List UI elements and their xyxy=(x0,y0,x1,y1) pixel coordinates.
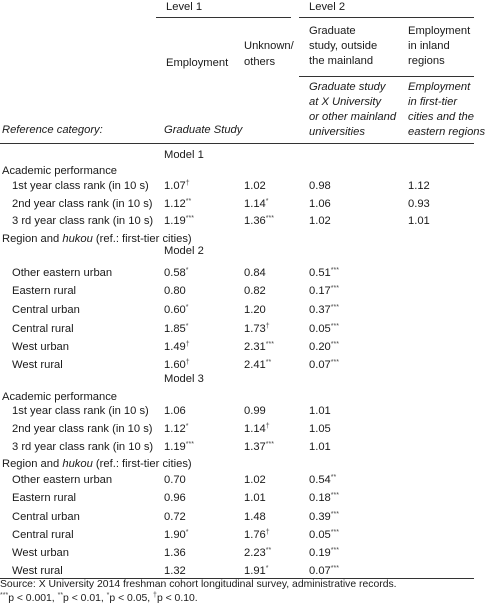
cell-employment xyxy=(164,473,186,487)
cell-employment xyxy=(164,546,186,560)
sig-text: p < 0.05, xyxy=(109,593,154,604)
sig-marker: ** xyxy=(265,359,272,366)
cell-unknown xyxy=(244,197,269,211)
row-label: Central urban xyxy=(12,511,80,523)
sig-marker: *** xyxy=(330,511,339,518)
cell-employment xyxy=(164,266,189,280)
cell-employment xyxy=(164,404,186,418)
section-text: (ref.: first-tier cities) xyxy=(92,233,192,245)
sig-marker: * xyxy=(106,592,110,599)
value: 1.06 xyxy=(164,405,186,417)
cell-employment xyxy=(164,197,191,211)
row-label: Other eastern urban xyxy=(12,267,113,279)
cell-grad-outside xyxy=(309,473,336,487)
value: 1.05 xyxy=(309,423,331,435)
model3-title: Model 3 xyxy=(164,373,204,385)
row-label: West urban xyxy=(12,341,70,353)
cell-unknown xyxy=(244,473,266,487)
sig-marker: *** xyxy=(330,267,339,274)
ref-xu-4: universities xyxy=(309,126,365,138)
sig-marker: *** xyxy=(330,304,339,311)
cell-grad-outside xyxy=(309,303,339,317)
value: 0.17 xyxy=(309,285,331,297)
value: 1.01 xyxy=(244,492,266,504)
cell-employment xyxy=(164,528,189,542)
cell-inland: 0.93 xyxy=(408,198,430,210)
row-label: Other eastern urban xyxy=(12,474,113,486)
cell-grad-outside xyxy=(309,440,331,454)
col-unknown-header-2: others xyxy=(244,56,276,68)
cell-unknown xyxy=(244,422,270,436)
level2-rule xyxy=(299,17,474,18)
value: 1.02 xyxy=(244,474,266,486)
cell-unknown xyxy=(244,303,266,317)
value: 1.49 xyxy=(164,341,186,353)
row-label: West urban xyxy=(12,547,70,559)
row-label: Eastern rural xyxy=(12,285,77,297)
cell-employment xyxy=(164,179,190,193)
sig-marker: † xyxy=(265,423,270,430)
cell-grad-outside xyxy=(309,528,339,542)
cell-grad-outside xyxy=(309,179,331,193)
section-hukou: hukou xyxy=(62,458,93,470)
value: 1.01 xyxy=(309,441,331,453)
sig-marker: * xyxy=(185,323,189,330)
row-label: 1st year class rank (in 10 s) xyxy=(12,180,149,192)
ref-grad-study: Graduate Study xyxy=(164,124,243,136)
row-label: Central rural xyxy=(12,323,74,335)
value: 1.02 xyxy=(244,180,266,192)
sig-text: p < 0.001, xyxy=(8,593,58,604)
sig-marker: ** xyxy=(185,198,192,205)
cell-grad-outside xyxy=(309,491,339,505)
cell-unknown xyxy=(244,546,271,560)
cell-employment xyxy=(164,358,190,372)
sig-marker: *** xyxy=(330,323,339,330)
sig-marker: * xyxy=(185,267,189,274)
sig-marker: ** xyxy=(265,547,272,554)
cell-grad-outside xyxy=(309,214,331,228)
value: 1.73 xyxy=(244,323,266,335)
cell-grad-outside xyxy=(309,340,339,354)
sig-marker: *** xyxy=(265,441,274,448)
sig-marker: ** xyxy=(330,474,337,481)
value: 0.05 xyxy=(309,323,331,335)
model2-title: Model 2 xyxy=(164,245,204,257)
value: 1.19 xyxy=(164,215,186,227)
value: 0.39 xyxy=(309,511,331,523)
cell-unknown xyxy=(244,564,269,578)
section-hukou: hukou xyxy=(62,233,93,245)
col-grad-header-2: study, outside xyxy=(309,40,378,52)
row-label: 2nd year class rank (in 10 s) xyxy=(12,198,153,210)
cell-grad-outside xyxy=(309,422,331,436)
sig-marker: † xyxy=(185,359,190,366)
value: 0.60 xyxy=(164,304,186,316)
source-note: Source: X University 2014 freshman cohort longitudinal survey, administrative records. xyxy=(0,579,397,590)
row-label: 3 rd year class rank (in 10 s) xyxy=(12,215,154,227)
row-label: Central rural xyxy=(12,529,74,541)
cell-employment xyxy=(164,440,194,454)
value: 0.18 xyxy=(309,492,331,504)
value: 1.36 xyxy=(164,547,186,559)
model3-section-region xyxy=(2,457,192,471)
cell-employment xyxy=(164,322,189,336)
col-inland-header-3: regions xyxy=(408,55,445,67)
sig-marker: † xyxy=(185,180,190,187)
sig-text: p < 0.10. xyxy=(156,593,198,604)
col-grad-header-1: Graduate xyxy=(309,25,356,37)
cell-unknown xyxy=(244,491,266,505)
value: 1.48 xyxy=(244,511,266,523)
sig-marker: † xyxy=(265,529,270,536)
row-label: 1st year class rank (in 10 s) xyxy=(12,405,149,417)
cell-employment xyxy=(164,564,186,578)
sig-marker: † xyxy=(153,592,157,599)
value: 0.54 xyxy=(309,474,331,486)
value: 1.12 xyxy=(164,198,186,210)
row-label: 3 rd year class rank (in 10 s) xyxy=(12,441,154,453)
cell-unknown xyxy=(244,340,274,354)
cell-unknown xyxy=(244,322,270,336)
header-bottom-rule xyxy=(0,143,474,144)
cell-grad-outside xyxy=(309,546,339,560)
row-label: Eastern rural xyxy=(12,492,77,504)
sig-marker: *** xyxy=(330,547,339,554)
value: 1.90 xyxy=(164,529,186,541)
section-text: Region and xyxy=(2,458,63,470)
sig-marker: * xyxy=(185,304,189,311)
value: 0.80 xyxy=(164,285,186,297)
cell-employment xyxy=(164,214,194,228)
significance-note xyxy=(0,592,198,606)
col-grad-header-3: the mainland xyxy=(309,55,374,67)
value: 0.84 xyxy=(244,267,266,279)
cell-unknown xyxy=(244,440,274,454)
sig-marker: * xyxy=(265,565,269,572)
sig-marker: *** xyxy=(330,529,339,536)
sig-marker: *** xyxy=(330,285,339,292)
value: 0.07 xyxy=(309,359,331,371)
sig-marker: ** xyxy=(57,592,64,599)
cell-unknown xyxy=(244,404,266,418)
ref-emp-4: eastern regions xyxy=(408,126,485,138)
cell-unknown xyxy=(244,528,270,542)
sig-marker: † xyxy=(265,323,270,330)
model1-section-academic: Academic performance xyxy=(2,165,118,177)
sig-marker: *** xyxy=(0,592,9,599)
value: 0.05 xyxy=(309,529,331,541)
value: 1.32 xyxy=(164,565,186,577)
value: 2.31 xyxy=(244,341,266,353)
value: 1.85 xyxy=(164,323,186,335)
value: 1.14 xyxy=(244,198,266,210)
level1-rule xyxy=(156,17,291,18)
sig-marker: *** xyxy=(330,359,339,366)
value: 2.23 xyxy=(244,547,266,559)
value: 1.76 xyxy=(244,529,266,541)
reference-category-label: Reference category: xyxy=(2,124,103,136)
value: 0.07 xyxy=(309,565,331,577)
value: 1.12 xyxy=(164,423,186,435)
value: 0.19 xyxy=(309,547,331,559)
value: 1.14 xyxy=(244,423,266,435)
col-employment-header: Employment xyxy=(166,57,229,69)
value: 0.37 xyxy=(309,304,331,316)
cell-grad-outside xyxy=(309,266,339,280)
value: 1.91 xyxy=(244,565,266,577)
ref-emp-1: Employment xyxy=(408,81,471,93)
cell-grad-outside xyxy=(309,358,339,372)
value: 0.51 xyxy=(309,267,331,279)
value: 1.07 xyxy=(164,180,186,192)
ref-emp-3: cities and the xyxy=(408,111,474,123)
value: 0.98 xyxy=(309,180,331,192)
sig-marker: *** xyxy=(330,341,339,348)
cell-inland: 1.12 xyxy=(408,180,430,192)
value: 0.58 xyxy=(164,267,186,279)
value: 0.72 xyxy=(164,511,186,523)
model1-title: Model 1 xyxy=(164,149,204,161)
row-label: Central urban xyxy=(12,304,80,316)
value: 0.70 xyxy=(164,474,186,486)
cell-grad-outside xyxy=(309,284,339,298)
value: 0.96 xyxy=(164,492,186,504)
cell-unknown xyxy=(244,284,266,298)
sig-marker: *** xyxy=(265,341,274,348)
col-inland-header-2: in inland xyxy=(408,40,450,52)
cell-unknown xyxy=(244,214,274,228)
model3-section-academic: Academic performance xyxy=(2,391,118,403)
cell-grad-outside xyxy=(309,322,339,336)
cell-unknown xyxy=(244,266,266,280)
value: 2.41 xyxy=(244,359,266,371)
value: 1.60 xyxy=(164,359,186,371)
cell-employment xyxy=(164,284,186,298)
cell-employment xyxy=(164,422,189,436)
ref-xu-2: at X University xyxy=(309,96,382,108)
cell-inland: 1.01 xyxy=(408,215,430,227)
sig-marker: *** xyxy=(185,215,194,222)
col-unknown-header-1: Unknown/ xyxy=(244,40,294,52)
sig-marker: *** xyxy=(330,565,339,572)
cell-grad-outside xyxy=(309,197,331,211)
sig-marker: * xyxy=(185,529,189,536)
value: 0.99 xyxy=(244,405,266,417)
value: 1.02 xyxy=(309,215,331,227)
cell-unknown xyxy=(244,358,271,372)
ref-xu-3: or other mainland xyxy=(309,111,397,123)
cell-employment xyxy=(164,303,189,317)
cell-employment xyxy=(164,510,186,524)
value: 1.37 xyxy=(244,441,266,453)
sig-marker: * xyxy=(265,198,269,205)
level2-header: Level 2 xyxy=(309,1,346,13)
ref-emp-2: in first-tier xyxy=(408,96,458,108)
ref-xu-1: Graduate study xyxy=(309,81,386,93)
cell-grad-outside xyxy=(309,510,339,524)
cell-unknown xyxy=(244,179,266,193)
sig-marker: *** xyxy=(185,441,194,448)
row-label: West rural xyxy=(12,565,63,577)
row-label: 2nd year class rank (in 10 s) xyxy=(12,423,153,435)
level1-header: Level 1 xyxy=(166,1,203,13)
value: 0.82 xyxy=(244,285,266,297)
col-inland-header-1: Employment xyxy=(408,25,471,37)
sig-marker: *** xyxy=(330,492,339,499)
row-label: West rural xyxy=(12,359,63,371)
ref-rule xyxy=(299,76,474,77)
cell-grad-outside xyxy=(309,564,339,578)
section-text: (ref.: first-tier cities) xyxy=(92,458,192,470)
value: 1.06 xyxy=(309,198,331,210)
cell-unknown xyxy=(244,510,266,524)
sig-marker: * xyxy=(185,423,189,430)
value: 1.19 xyxy=(164,441,186,453)
value: 0.20 xyxy=(309,341,331,353)
cell-grad-outside xyxy=(309,404,331,418)
sig-text: p < 0.01, xyxy=(63,593,107,604)
section-text: Region and xyxy=(2,233,63,245)
value: 1.36 xyxy=(244,215,266,227)
value: 1.20 xyxy=(244,304,266,316)
value: 1.01 xyxy=(309,405,331,417)
sig-marker: † xyxy=(185,341,190,348)
cell-employment xyxy=(164,491,186,505)
sig-marker: *** xyxy=(265,215,274,222)
cell-employment xyxy=(164,340,190,354)
